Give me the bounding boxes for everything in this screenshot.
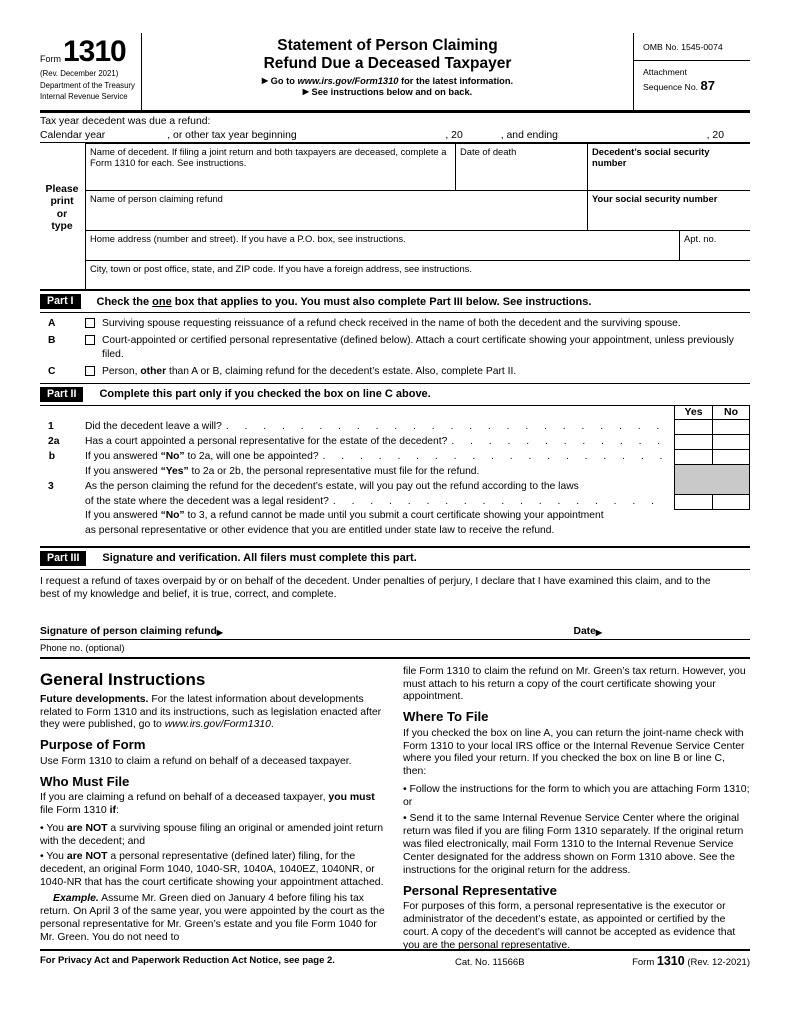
text-segment: • You [40, 851, 67, 863]
part1-title-one: one [152, 295, 172, 308]
question-2b-text [85, 450, 674, 465]
spacer [40, 406, 674, 420]
phone-label: Phone no. (optional) [40, 641, 125, 653]
part1-row-a [40, 317, 750, 330]
question-3-number: 3 [48, 480, 54, 492]
question-1-row [40, 420, 750, 435]
q2b-yes-cell[interactable] [674, 450, 712, 465]
form-title-line1: Statement of Person Claiming [277, 37, 498, 54]
part2-header [40, 384, 750, 405]
dotted-leader [451, 436, 668, 447]
question-3-text-line2 [85, 495, 674, 510]
form-number: 1310 [63, 35, 126, 68]
calendar-year-label: Calendar year [40, 130, 106, 141]
footer-form-number: 1310 [656, 954, 685, 968]
your-ssn-label: Your social security number [592, 193, 718, 204]
goto-suffix: for the latest information. [398, 76, 514, 87]
your-ssn-field[interactable] [588, 191, 750, 230]
line-c-text [102, 365, 750, 378]
part1-row-c [40, 365, 750, 378]
yes-no-header-row [40, 406, 750, 420]
tax-year-intro: Tax year decedent was due a refund: [40, 116, 211, 127]
part1-header [40, 291, 750, 313]
home-address-field[interactable] [86, 231, 680, 260]
question-3-row-line2 [40, 495, 750, 510]
instruction-heading: General Instructions [40, 669, 206, 689]
sequence-label: Sequence No. [643, 81, 701, 92]
no-column-header: No [712, 406, 750, 420]
text-segment: Court-appointed or certified personal representative (defined below). Attach a court certificate showing your appointment, unless previously filed. [102, 335, 734, 360]
table-row [86, 261, 750, 289]
line-c-letter: C [48, 366, 56, 378]
text-segment: • Send it to the same Internal Revenue Service Center where the original return was filed if you are filing Form 1310 separately. If the original return was filed electronically, mail Form 1310 to the Internal Revenue Service Center designated for the address shown on Form 1310 above. See the instructions for the original return for the address. [403, 813, 744, 876]
instruction-paragraph [403, 901, 750, 953]
instruction-paragraph [403, 728, 750, 780]
attachment-sequence [634, 61, 750, 98]
decedent-ssn-label: Decedent’s social security number [592, 146, 710, 169]
line-a-letter: A [48, 318, 56, 329]
text-segment: than A or B, claiming refund for the decedent’s estate. Also, complete Part II. [166, 366, 517, 378]
text-segment: “Yes” [160, 465, 189, 477]
instruction-paragraph [403, 666, 750, 705]
goto-prefix: Go to [268, 76, 298, 87]
note-3-label-line2: as personal representative or other evidence that you are entitled under state law to receive the refund. [85, 524, 555, 536]
twenty-label-b: , 20 [706, 130, 724, 141]
date-of-death-label: Date of death [460, 146, 517, 157]
question-2a-row [40, 435, 750, 450]
side-label-line: or [56, 208, 68, 220]
shaded-cell [674, 465, 750, 495]
question-3-label-line2: of the state where the decedent was a legal resident? [85, 495, 329, 507]
apt-no-field[interactable] [680, 231, 750, 260]
text-segment: other [140, 366, 167, 378]
instruction-heading: Who Must File [40, 773, 130, 789]
spacer [40, 495, 85, 510]
text-segment: . [270, 719, 274, 731]
question-2b-label [85, 451, 319, 462]
please-print-or-type-label [41, 184, 83, 233]
other-tax-year-label: , or other tax year beginning [167, 130, 297, 141]
declaration-line1: I request a refund of taxes overpaid by or on behalf of the decedent. Under penalties of perjury, I declare that I have examined this claim, and to the [40, 575, 711, 587]
city-state-zip-label: City, town or post office, state, and ZIP code. If you have a foreign address, see instructions. [90, 263, 472, 274]
part3-label: Part III [40, 551, 86, 566]
question-3-label-line1: As the person claiming the refund for the decedent’s estate, will you pay out the refund according to the laws [85, 480, 579, 492]
text-segment: Use Form 1310 to claim a refund on behalf of a deceased taxpayer. [40, 755, 352, 767]
tax-year-row [40, 127, 750, 143]
note-2-row [40, 465, 674, 480]
signature-label: Signature of person claiming refund [40, 625, 217, 637]
instruction-paragraph [403, 813, 750, 878]
question-2a-number: 2a [48, 435, 60, 447]
privacy-notice: For Privacy Act and Paperwork Reduction Act Notice, see page 2. [40, 955, 335, 966]
side-label-line: print [50, 196, 74, 208]
note-3-row-line1 [40, 510, 750, 525]
dotted-leader [226, 421, 668, 432]
phone-row [40, 640, 750, 659]
instruction-heading: Purpose of Form [40, 737, 146, 753]
footer-form-word: Form [632, 957, 657, 968]
form-title-block [142, 33, 633, 110]
part2-table [40, 405, 750, 540]
part2-title: Complete this part only if you checked the box on line C above. [99, 388, 431, 400]
text-segment: : [116, 804, 119, 816]
line-c-checkbox[interactable] [85, 366, 95, 376]
catalog-number: Cat. No. 11566B [455, 957, 525, 968]
date-label: Date [573, 625, 596, 637]
text-segment: to 3, a refund cannot be made until you submit a court certificate showing your appointment [184, 509, 604, 521]
part1-label: Part I [40, 294, 81, 309]
question-2a-label: Has a court appointed a personal representative for the estate of the decedent? [85, 435, 448, 447]
text-segment: If you answered [85, 509, 161, 521]
page-footer [40, 949, 750, 966]
text-segment: Person, [102, 366, 141, 378]
spacer [40, 465, 85, 480]
claimant-name-label: Name of person claiming refund [90, 193, 223, 204]
claimant-name-field[interactable] [86, 191, 588, 230]
footer-form-id [632, 954, 750, 968]
dotted-leader [323, 451, 668, 462]
instruction-paragraph [40, 851, 387, 890]
phone-field[interactable] [124, 642, 750, 653]
date-of-death-field[interactable] [456, 144, 588, 190]
text-segment: If you are claiming a refund on behalf of a deceased taxpayer, [40, 791, 329, 803]
text-segment: For the latest information about developments related to Form 1310 and its instructions, such as legislation enacted after they were published, go to [40, 693, 382, 731]
q3-no-cell[interactable] [712, 495, 750, 510]
q2a-yes-cell[interactable] [674, 435, 712, 450]
text-segment: www.irs.gov/Form1310 [164, 719, 271, 731]
irs-url[interactable]: www.irs.gov/Form1310 [297, 76, 399, 87]
question-1-number: 1 [48, 420, 54, 432]
general-instructions [40, 666, 750, 958]
form-word: Form [40, 54, 61, 64]
apt-no-label: Apt. no. [684, 233, 717, 244]
part3-header [40, 548, 750, 570]
footer-revision: (Rev. 12-2021) [684, 957, 750, 968]
instructions-left-column [40, 666, 387, 958]
text-segment: file Form 1310 [40, 804, 110, 816]
q3-yes-cell[interactable] [674, 495, 712, 510]
identity-table [45, 143, 750, 289]
text-segment: Future developments. [40, 693, 152, 705]
table-row [86, 231, 750, 261]
note-2-text [85, 465, 674, 480]
question-2a-text [85, 435, 674, 450]
decedent-name-label: Name of decedent. If filing a joint return and both taxpayers are deceased, complete a Form 1310 for each. See instructions. [90, 146, 447, 169]
and-ending-label: , and ending [500, 130, 558, 141]
question-1-label: Did the decedent leave a will? [85, 420, 222, 432]
form-title-line2: Refund Due a Deceased Taxpayer [263, 54, 512, 72]
text-segment: are NOT [66, 851, 108, 863]
omb-block [633, 33, 750, 110]
text-segment: • You [40, 822, 67, 834]
city-state-zip-field[interactable] [86, 261, 750, 289]
text-segment: If you answered [85, 465, 161, 477]
note-2-label [85, 466, 479, 477]
goto-line [150, 76, 625, 86]
shaded-group [40, 465, 750, 495]
question-1-text [85, 420, 674, 435]
form-id-block [40, 33, 142, 110]
instruction-paragraph [40, 694, 387, 733]
text-segment: For purposes of this form, a personal representative is the executor or administrator of the decedent’s estate, as appointed or certified by the court. A copy of the decedent’s will cannot be accepted as evidence that you are the personal representative. [403, 900, 736, 951]
treasury-dept: Department of the Treasury [40, 80, 135, 90]
text-segment: Assume Mr. Green died on January 4 before filing his tax return. On April 3 of the same year, you were appointed by the court as the personal representative for Mr. Green’s estate and you file Form 1040 for Mr. Green. You do not need to [40, 893, 385, 943]
home-address-label: Home address (number and street). If you have a P.O. box, see instructions. [90, 233, 406, 244]
text-segment: If you answered [85, 450, 161, 462]
text-segment: Surviving spouse requesting reissuance of a refund check received in the name of both the decedent and the surviving spouse. [102, 318, 681, 329]
question-2b-row [40, 450, 750, 465]
question-3-row-line1 [40, 480, 674, 495]
form-revision: (Rev. December 2021) [40, 69, 119, 78]
q2a-no-cell[interactable] [712, 435, 750, 450]
declaration-line2: best of my knowledge and belief, it is true, correct, and complete. [40, 589, 337, 601]
text-segment: Example. [53, 893, 99, 905]
instruction-paragraph [403, 784, 750, 810]
instruction-heading: Personal Representative [403, 882, 557, 898]
irs-name: Internal Revenue Service [40, 92, 128, 101]
part3-title: Signature and verification. All filers must complete this part. [102, 552, 417, 564]
text-segment: a surviving spouse filing an original or amended joint return with the decedent; and [40, 822, 384, 847]
see-instructions-line [150, 87, 625, 97]
text-segment: to 2a, will one be appointed? [184, 450, 319, 462]
part1-row-b [40, 334, 750, 361]
text-segment: to 2a or 2b, the personal representative must file for the refund. [188, 465, 480, 477]
side-label-line: type [51, 220, 73, 232]
instruction-paragraph [40, 792, 387, 818]
part2-label: Part II [40, 387, 83, 402]
text-segment: are NOT [66, 822, 108, 834]
side-label-line: Please [45, 184, 79, 195]
shaded-group-text [40, 465, 674, 495]
q2b-no-cell[interactable] [712, 450, 750, 465]
instructions-right-column [403, 666, 750, 958]
right-arrow-icon: ▶ [261, 76, 269, 86]
q1-yes-cell[interactable] [674, 420, 712, 435]
declaration-paragraph [40, 575, 750, 602]
part1-title-pre: Check the [96, 295, 153, 308]
note-3-label-line1 [85, 510, 604, 525]
q1-no-cell[interactable] [712, 420, 750, 435]
attachment-word: Attachment [643, 67, 687, 77]
signature-row [40, 626, 750, 640]
table-row [86, 191, 750, 231]
text-segment: you must [328, 791, 375, 803]
right-arrow-icon: ▶ [595, 627, 602, 637]
omb-number: OMB No. 1545-0074 [634, 33, 750, 61]
instruction-paragraph [40, 756, 387, 769]
part1-title [97, 296, 592, 308]
question-3-text-line1 [85, 480, 674, 495]
text-segment: if [109, 804, 117, 816]
right-arrow-icon: ▶ [302, 87, 309, 97]
spacer [40, 510, 85, 525]
instruction-paragraph [40, 893, 387, 945]
text-segment: file Form 1310 to claim the refund on Mr. Green’s tax return. However, you must attach to his return a copy of the court certificate showing your appointment. [403, 665, 746, 703]
dotted-leader [333, 496, 668, 507]
right-arrow-icon: ▶ [216, 627, 223, 637]
decedent-name-field[interactable] [86, 144, 456, 190]
see-instructions-text: See instructions below and on back. [308, 87, 473, 98]
part1-title-post: box that applies to you. You must also complete Part III below. See instructions. [171, 295, 592, 308]
table-row [86, 144, 750, 191]
yes-column-header: Yes [674, 406, 712, 420]
spacer [40, 525, 85, 540]
text-segment: • Follow the instructions for the form to which you are attaching Form 1310; or [403, 784, 750, 809]
note-3-row-line2 [40, 525, 750, 540]
line-a-text [102, 317, 750, 330]
form-header [40, 33, 750, 113]
text-segment: a personal representative (defined later) filing, for the decedent, an original Form 1040, 1040-SR, 1040A, 1040EZ, 1040NR, or 1040-NR that has the court certificate showing your appointment attached. [40, 851, 384, 889]
text-segment: “No” [160, 450, 185, 462]
twenty-label-a: , 20 [445, 130, 463, 141]
text-segment: “No” [160, 509, 185, 521]
line-b-letter: B [48, 335, 56, 347]
question-2b-number: b [48, 450, 55, 462]
line-b-text [102, 334, 750, 361]
line-b-checkbox[interactable] [85, 335, 95, 345]
decedent-ssn-field[interactable] [588, 144, 750, 190]
instruction-paragraph [40, 823, 387, 849]
line-a-checkbox[interactable] [85, 318, 95, 328]
instruction-heading: Where To File [403, 709, 489, 725]
sequence-number: 87 [700, 77, 715, 93]
text-segment: If you checked the box on line A, you can return the joint-name check with Form 1310 to your local IRS office or the Internal Revenue Service Center where you filed your return. If you checked the box on line B or line C, then: [403, 727, 745, 778]
